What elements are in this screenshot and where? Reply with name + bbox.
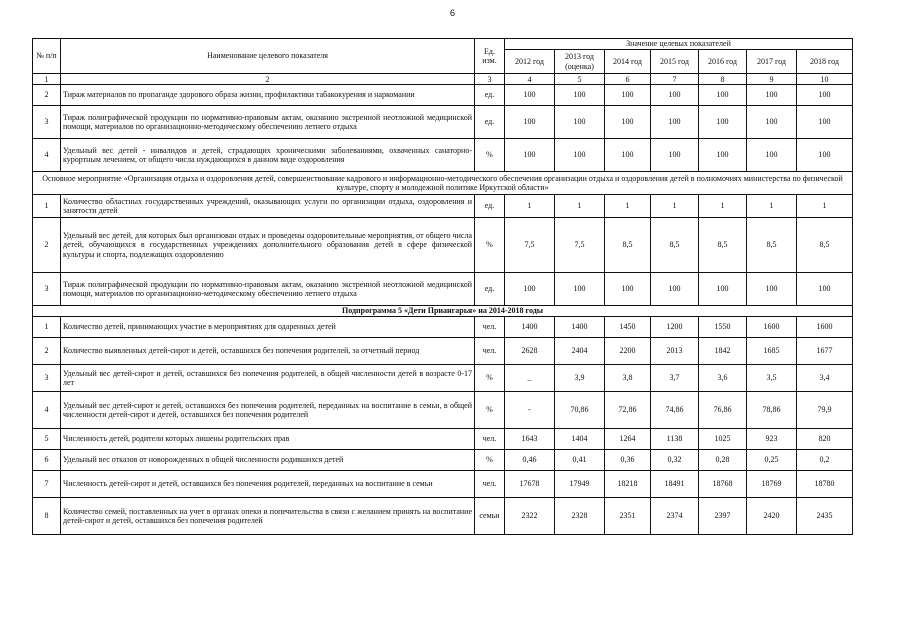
indicator-value: 100	[797, 273, 853, 306]
indicator-value: 100	[699, 85, 747, 106]
indicator-name: Количество выявленных детей-сирот и детей, оставшихся без попечения родителей, за отчетный период	[61, 338, 475, 365]
row-number: 1	[33, 317, 61, 338]
indicator-value: 17949	[555, 471, 605, 498]
indicator-name: Удельный вес детей, для которых был организован отдых и проведены оздоровительные мероприятия, от общего числа детей, обучающихся в государственных учреждениях дополнительного образования детей в сфере физической культуры и спорта, подлежащих оздоровлению	[61, 218, 475, 273]
table-row	[33, 195, 853, 218]
indicator-value: 78,86	[747, 392, 797, 429]
indicator-value: 1450	[605, 317, 651, 338]
unit-of-measure: ед.	[475, 195, 505, 218]
indicator-name: Тираж полиграфической продукции по нормативно-правовым актам, оказанию экстренной неотложной медицинской помощи, материалов по организационно-методическому обеспечению летнего отдыха	[61, 273, 475, 306]
row-number: 8	[33, 498, 61, 535]
row-number: 2	[33, 85, 61, 106]
indicator-value: 100	[651, 85, 699, 106]
indicator-value: 72,86	[605, 392, 651, 429]
indicator-value: 1	[605, 195, 651, 218]
indicator-name: Количество областных государственных учреждений, оказывающих услуги по организации отдыха, оздоровления и занятости детей	[61, 195, 475, 218]
table-row	[33, 450, 853, 471]
indicator-value: 2374	[651, 498, 699, 535]
indicator-value: 1	[747, 195, 797, 218]
indicator-value: 100	[747, 106, 797, 139]
unit-of-measure: семьи	[475, 498, 505, 535]
unit-of-measure: %	[475, 450, 505, 471]
indicator-value: 1	[699, 195, 747, 218]
indicator-value: 3,5	[747, 365, 797, 392]
indicator-value: 1264	[605, 429, 651, 450]
table-row	[33, 338, 853, 365]
target-indicators-table	[32, 38, 853, 535]
indicator-value: 2628	[505, 338, 555, 365]
unit-of-measure: чел.	[475, 317, 505, 338]
indicator-value: 100	[747, 85, 797, 106]
table-row	[33, 106, 853, 139]
page-number: 6	[449, 8, 455, 18]
unit-of-measure: %	[475, 392, 505, 429]
header-unit: Ед. изм.	[475, 39, 505, 74]
indicator-value: 1600	[797, 317, 853, 338]
table-row	[33, 317, 853, 338]
indicator-value: 1400	[555, 317, 605, 338]
indicator-value: 74,86	[651, 392, 699, 429]
indicator-value: 100	[555, 139, 605, 172]
indicator-value: 923	[747, 429, 797, 450]
column-number: 9	[747, 74, 797, 85]
indicator-value: -	[505, 392, 555, 429]
indicator-value: 0,28	[699, 450, 747, 471]
indicator-value: 8,5	[797, 218, 853, 273]
indicator-name: Тираж полиграфической продукции по нормативно-правовым актам, оказанию экстренной неотложной медицинской помощи, материалов по организационно-методическому обеспечению летнего отдыха	[61, 106, 475, 139]
indicator-value: 0,25	[747, 450, 797, 471]
column-numbers-row	[33, 74, 853, 85]
header-year: 2013 год (оценка)	[555, 50, 605, 74]
indicator-value: 3,8	[605, 365, 651, 392]
indicator-value: 8,5	[747, 218, 797, 273]
indicator-value: 0,46	[505, 450, 555, 471]
indicator-value: 100	[605, 85, 651, 106]
row-number: 3	[33, 365, 61, 392]
indicator-value: 100	[651, 139, 699, 172]
unit-of-measure: ед.	[475, 273, 505, 306]
indicator-value: 1	[797, 195, 853, 218]
indicator-value: 18768	[699, 471, 747, 498]
indicator-value: 2200	[605, 338, 651, 365]
indicator-value: 2322	[505, 498, 555, 535]
header-values-group: Значение целевых показателей	[505, 39, 853, 50]
indicator-value: 2397	[699, 498, 747, 535]
indicator-value: 100	[651, 273, 699, 306]
indicator-value: 1138	[651, 429, 699, 450]
indicator-value: 2351	[605, 498, 651, 535]
column-number: 6	[605, 74, 651, 85]
column-number: 8	[699, 74, 747, 85]
unit-of-measure: %	[475, 365, 505, 392]
indicator-value: 70,86	[555, 392, 605, 429]
indicator-name: Тираж материалов по пропаганде здорового образа жизни, профилактики табакокурения и наркомании	[61, 85, 475, 106]
table-row	[33, 273, 853, 306]
row-number: 5	[33, 429, 61, 450]
unit-of-measure: чел.	[475, 429, 505, 450]
indicator-value: 100	[699, 273, 747, 306]
indicator-value: 1600	[747, 317, 797, 338]
indicator-value: 2435	[797, 498, 853, 535]
indicator-value: 3,9	[555, 365, 605, 392]
indicator-value: 8,5	[699, 218, 747, 273]
indicator-name: Удельный вес детей-сирот и детей, оставшихся без попечения родителей, в общей численности детей в возрасте 0-17 лет	[61, 365, 475, 392]
header-name: Наименование целевого показателя	[61, 39, 475, 74]
indicator-value: 820	[797, 429, 853, 450]
table-row	[33, 365, 853, 392]
indicator-value: 0,36	[605, 450, 651, 471]
table-row	[33, 498, 853, 535]
row-number: 4	[33, 392, 61, 429]
indicator-value: 1	[555, 195, 605, 218]
indicator-value: 1	[505, 195, 555, 218]
unit-of-measure: ед.	[475, 85, 505, 106]
indicator-value: 100	[505, 273, 555, 306]
column-number: 5	[555, 74, 605, 85]
header-year: 2015 год	[651, 50, 699, 74]
indicator-value: 0,2	[797, 450, 853, 471]
indicator-value: 18491	[651, 471, 699, 498]
indicator-value: 1550	[699, 317, 747, 338]
section-title-row	[33, 172, 853, 195]
section-title: Основное мероприятие «Организация отдыха и оздоровления детей, совершенствование кадрового и информационно-методического обеспечения организации отдыха и оздоровления детей в полномочиях министерства по физической культуре, спорту и молодежной политике Иркутской области»	[33, 172, 853, 195]
indicator-name: Удельный вес отказов от новорожденных в общей численности родившихся детей	[61, 450, 475, 471]
table-row	[33, 139, 853, 172]
indicator-name: Количество семей, поставленных на учет в органах опеки и попечительства в связи с желанием принять на воспитание детей-сирот и детей, оставшихся без попечения родителей	[61, 498, 475, 535]
indicator-value: 1643	[505, 429, 555, 450]
unit-of-measure: %	[475, 139, 505, 172]
indicator-value: 8,5	[605, 218, 651, 273]
column-number: 3	[475, 74, 505, 85]
header-year: 2017 год	[747, 50, 797, 74]
indicator-value: 3,7	[651, 365, 699, 392]
header-year: 2016 год	[699, 50, 747, 74]
row-number: 2	[33, 218, 61, 273]
indicator-value: 8,5	[651, 218, 699, 273]
table-body	[33, 39, 853, 535]
indicator-value: 100	[797, 139, 853, 172]
column-number: 4	[505, 74, 555, 85]
indicator-value: 100	[747, 273, 797, 306]
indicator-value: 18769	[747, 471, 797, 498]
indicator-value: 100	[747, 139, 797, 172]
table-row	[33, 471, 853, 498]
table-row	[33, 429, 853, 450]
indicator-value: 1842	[699, 338, 747, 365]
column-number: 10	[797, 74, 853, 85]
indicator-value: 100	[797, 106, 853, 139]
indicator-value: 1400	[505, 317, 555, 338]
indicator-value: 2420	[747, 498, 797, 535]
row-number: 6	[33, 450, 61, 471]
table-row	[33, 85, 853, 106]
indicator-value: 79,9	[797, 392, 853, 429]
indicator-value: 1677	[797, 338, 853, 365]
indicator-value: 18218	[605, 471, 651, 498]
indicator-value: 100	[651, 106, 699, 139]
unit-of-measure: чел.	[475, 471, 505, 498]
indicator-value: 100	[605, 106, 651, 139]
indicator-value: 1200	[651, 317, 699, 338]
row-number: 3	[33, 273, 61, 306]
indicator-value: 2404	[555, 338, 605, 365]
row-number: 1	[33, 195, 61, 218]
indicator-value: 100	[699, 139, 747, 172]
indicator-value: 100	[555, 273, 605, 306]
header-year: 2014 год	[605, 50, 651, 74]
unit-of-measure: %	[475, 218, 505, 273]
indicator-value: 7,5	[505, 218, 555, 273]
indicator-name: Удельный вес детей - инвалидов и детей, страдающих хроническими заболеваниями, охваченных санаторно-курортным лечением, от общего числа нуждающихся в данном виде оздоровления	[61, 139, 475, 172]
header-year: 2012 год	[505, 50, 555, 74]
row-number: 4	[33, 139, 61, 172]
unit-of-measure: чел.	[475, 338, 505, 365]
row-number: 2	[33, 338, 61, 365]
column-number: 1	[33, 74, 61, 85]
indicator-value: 100	[797, 85, 853, 106]
indicator-value: 76,86	[699, 392, 747, 429]
table-row	[33, 218, 853, 273]
row-number: 7	[33, 471, 61, 498]
indicator-value: 3,4	[797, 365, 853, 392]
indicator-value: 100	[699, 106, 747, 139]
header-row-top	[33, 39, 853, 50]
table-row	[33, 392, 853, 429]
column-number: 2	[61, 74, 475, 85]
header-num: № п/п	[33, 39, 61, 74]
indicator-value: 100	[555, 106, 605, 139]
indicator-name: Удельный вес детей-сирот и детей, оставшихся без попечения родителей, переданных на воспитание в семьи, в общей численности детей-сирот и детей, оставшихся без попечения родителей	[61, 392, 475, 429]
indicator-name: Количество детей, принимающих участие в мероприятиях для одаренных детей	[61, 317, 475, 338]
indicator-value: 1404	[555, 429, 605, 450]
row-number: 3	[33, 106, 61, 139]
header-year: 2018 год	[797, 50, 853, 74]
indicator-value: 1685	[747, 338, 797, 365]
subprogram-title-row	[33, 306, 853, 317]
indicator-value: 100	[505, 85, 555, 106]
subprogram-title: Подпрограмма 5 «Дети Приангарья» на 2014-2018 годы	[33, 306, 853, 317]
indicator-value: 100	[555, 85, 605, 106]
indicator-value: 2013	[651, 338, 699, 365]
column-number: 7	[651, 74, 699, 85]
indicator-value: 2328	[555, 498, 605, 535]
indicator-value: 100	[605, 139, 651, 172]
indicator-value: 0,41	[555, 450, 605, 471]
indicator-value: 100	[605, 273, 651, 306]
unit-of-measure: ед.	[475, 106, 505, 139]
indicator-value: 7,5	[555, 218, 605, 273]
indicator-value: 3,6	[699, 365, 747, 392]
indicator-name: Численность детей-сирот и детей, оставшихся без попечения родителей, переданных на воспитание в семьи	[61, 471, 475, 498]
indicator-value: _	[505, 365, 555, 392]
indicator-value: 100	[505, 106, 555, 139]
indicator-value: 100	[505, 139, 555, 172]
indicator-value: 1025	[699, 429, 747, 450]
indicator-value: 17678	[505, 471, 555, 498]
indicator-value: 0,32	[651, 450, 699, 471]
indicator-value: 1	[651, 195, 699, 218]
indicator-name: Численность детей, родители которых лишены родительских прав	[61, 429, 475, 450]
indicator-value: 18780	[797, 471, 853, 498]
